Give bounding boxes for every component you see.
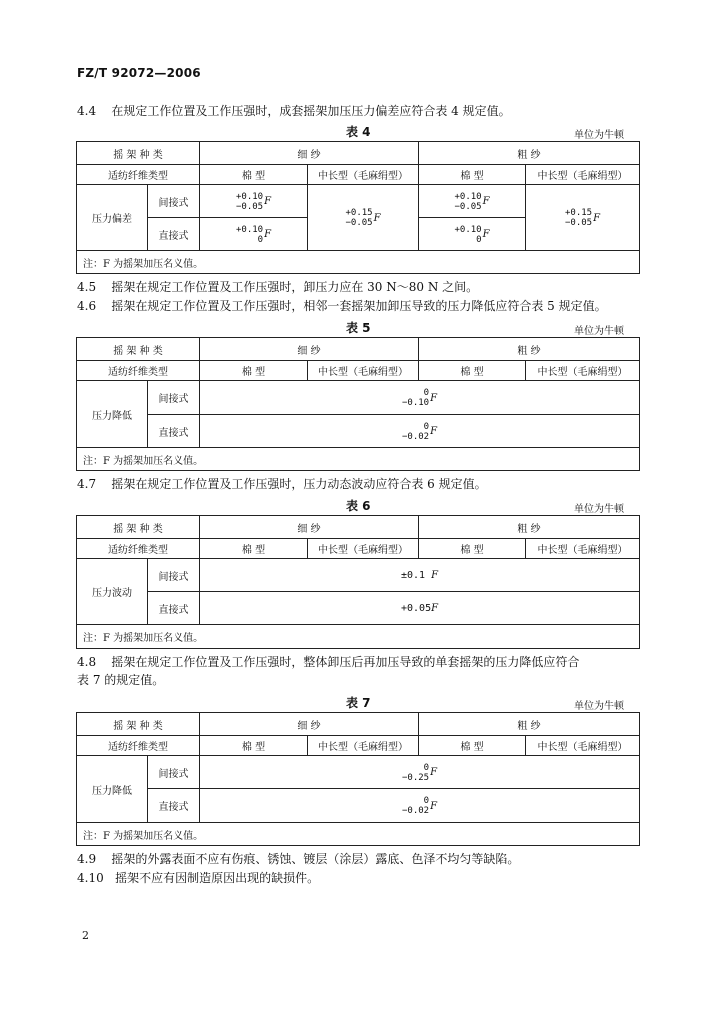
- row-direct: 直接式: [148, 415, 200, 448]
- table-4-caption: 表 4: [346, 125, 371, 139]
- upper-tolerance: +0.10: [235, 191, 264, 202]
- clause-number: 4.10: [77, 871, 104, 885]
- table-note: 注：F 为摇架加压名义值。: [77, 251, 640, 274]
- nominal-symbol: F: [430, 426, 438, 437]
- cell-value: [200, 592, 640, 625]
- clause-4-10: [77, 871, 319, 886]
- header-coarse-yarn: 粗 纱: [419, 713, 640, 736]
- tolerance: ±0.1: [400, 569, 426, 581]
- col-coarse-medium-long: 中长型（毛麻绢型）: [526, 539, 640, 559]
- col-fine-medium-long: 中长型（毛麻绢型）: [308, 539, 419, 559]
- nominal-symbol: F: [264, 196, 272, 207]
- header-fiber: 适纺纤维类型: [77, 736, 200, 756]
- header-fine-yarn: 细 纱: [200, 338, 419, 361]
- table-note: 注：F 为摇架加压名义值。: [77, 448, 640, 471]
- col-fine-cotton: 棉 型: [200, 539, 308, 559]
- col-fine-cotton: 棉 型: [200, 736, 308, 756]
- col-fine-cotton: 棉 型: [200, 361, 308, 381]
- clause-4-7: [77, 477, 487, 492]
- table-7-unit: 单位为牛顿: [574, 701, 624, 712]
- col-coarse-cotton: 棉 型: [419, 539, 526, 559]
- col-coarse-medium-long: 中长型（毛麻绢型）: [526, 165, 640, 185]
- cell-value: [200, 415, 640, 448]
- table-note: 注：F 为摇架加压名义值。: [77, 625, 640, 649]
- clause-number: 4.6: [77, 299, 97, 313]
- lower-tolerance: −0.05: [564, 218, 593, 228]
- clause-4-6: [77, 299, 607, 314]
- lower-tolerance: −0.25: [401, 772, 430, 783]
- cell-value: [419, 218, 526, 251]
- nominal-symbol: F: [430, 800, 438, 812]
- clause-number: 4.9: [77, 852, 97, 866]
- clause-4-8: [77, 655, 579, 670]
- table-note: 注：F 为摇架加压名义值。: [77, 823, 640, 846]
- nominal-symbol: F: [264, 229, 272, 240]
- clause-text: 在规定工作位置及工作压强时，成套摇架加压压力偏差应符合表 4 规定值。: [111, 104, 511, 118]
- col-coarse-cotton: 棉 型: [419, 165, 526, 185]
- cell-value: [200, 559, 640, 592]
- upper-tolerance: +0.10: [454, 224, 482, 235]
- table-5-caption: 表 5: [346, 321, 371, 335]
- header-fine-yarn: 细 纱: [200, 142, 419, 165]
- header-coarse-yarn: 粗 纱: [419, 516, 640, 539]
- row-direct: 直接式: [148, 789, 200, 823]
- nominal-symbol: F: [430, 767, 438, 778]
- header-type: 摇 架 种 类: [77, 713, 200, 736]
- cell-value: [200, 218, 308, 251]
- cell-value: [200, 381, 640, 415]
- table-4-unit: 单位为牛顿: [574, 130, 624, 141]
- row-indirect: 间接式: [148, 185, 200, 218]
- row-direct: 直接式: [148, 592, 200, 625]
- page-number: 2: [82, 929, 89, 942]
- header-coarse-yarn: 粗 纱: [419, 142, 640, 165]
- upper-tolerance: +0.10: [235, 224, 264, 235]
- col-fine-cotton: 棉 型: [200, 165, 308, 185]
- nominal-symbol: F: [430, 392, 438, 404]
- lower-tolerance: 0: [476, 234, 482, 245]
- col-coarse-medium-long: 中长型（毛麻绢型）: [526, 736, 640, 756]
- cell-value: [200, 789, 640, 823]
- header-fine-yarn: 细 纱: [200, 713, 419, 736]
- lower-tolerance: −0.05: [235, 201, 264, 212]
- lower-tolerance: −0.05: [454, 201, 482, 212]
- nominal-symbol: F: [431, 569, 439, 581]
- table-6: [76, 515, 640, 649]
- row-param: 压力降低: [77, 756, 148, 823]
- clause-number: 4.5: [77, 280, 97, 294]
- cell-value: [308, 185, 419, 251]
- upper-tolerance: +0.15: [564, 208, 593, 218]
- clause-text: 摇架不应有因制造原因出现的缺损件。: [115, 871, 320, 885]
- nominal-symbol: F: [431, 602, 439, 614]
- header-type: 摇 架 种 类: [77, 338, 200, 361]
- clause-text: 摇架的外露表面不应有伤痕、锈蚀、镀层（涂层）露底、色泽不均匀等缺陷。: [111, 852, 520, 866]
- cell-value: [419, 185, 526, 218]
- header-type: 摇 架 种 类: [77, 142, 200, 165]
- clause-text: 摇架在规定工作位置及工作压强时，整体卸压后再加压导致的单套摇架的压力降低应符合: [111, 655, 580, 669]
- clause-4-5: [77, 280, 478, 295]
- nominal-symbol: F: [373, 212, 381, 224]
- upper-tolerance: 0: [423, 388, 430, 398]
- header-fine-yarn: 细 纱: [200, 516, 419, 539]
- nominal-symbol: F: [593, 212, 601, 224]
- upper-tolerance: 0: [423, 421, 430, 432]
- lower-tolerance: −0.10: [401, 398, 430, 408]
- col-coarse-cotton: 棉 型: [419, 361, 526, 381]
- standard-code: FZ/T 92072—2006: [77, 66, 201, 80]
- row-direct: 直接式: [148, 218, 200, 251]
- header-coarse-yarn: 粗 纱: [419, 338, 640, 361]
- tolerance: +0.05: [400, 602, 432, 614]
- clause-number: 4.8: [77, 655, 97, 669]
- clause-text: 摇架在规定工作位置及工作压强时，压力动态波动应符合表 6 规定值。: [111, 477, 487, 491]
- col-fine-medium-long: 中长型（毛麻绢型）: [308, 165, 419, 185]
- row-indirect: 间接式: [148, 756, 200, 789]
- header-fiber: 适纺纤维类型: [77, 539, 200, 559]
- lower-tolerance: −0.02: [401, 431, 430, 442]
- lower-tolerance: 0: [257, 234, 264, 245]
- row-indirect: 间接式: [148, 381, 200, 415]
- table-5-unit: 单位为牛顿: [574, 326, 624, 337]
- header-fiber: 适纺纤维类型: [77, 165, 200, 185]
- row-param: 压力偏差: [77, 185, 148, 251]
- cell-value: [200, 756, 640, 789]
- clause-number: 4.4: [77, 104, 97, 118]
- table-5: [76, 337, 640, 471]
- nominal-symbol: F: [482, 196, 490, 207]
- row-param: 压力降低: [77, 381, 148, 448]
- row-indirect: 间接式: [148, 559, 200, 592]
- table-4: [76, 141, 640, 274]
- clause-4-8-cont: 表 7 的规定值。: [77, 673, 165, 687]
- header-type: 摇 架 种 类: [77, 516, 200, 539]
- cell-value: [526, 185, 640, 251]
- table-7: [76, 712, 640, 846]
- col-fine-medium-long: 中长型（毛麻绢型）: [308, 736, 419, 756]
- col-coarse-cotton: 棉 型: [419, 736, 526, 756]
- row-param: 压力波动: [77, 559, 148, 625]
- upper-tolerance: +0.10: [454, 191, 482, 202]
- clause-4-4: [77, 104, 511, 119]
- clause-4-9: [77, 852, 519, 867]
- upper-tolerance: 0: [423, 762, 430, 773]
- col-coarse-medium-long: 中长型（毛麻绢型）: [526, 361, 640, 381]
- table-6-unit: 单位为牛顿: [574, 504, 624, 515]
- table-7-caption: 表 7: [346, 696, 371, 710]
- col-fine-medium-long: 中长型（毛麻绢型）: [308, 361, 419, 381]
- lower-tolerance: −0.02: [401, 806, 430, 816]
- clause-text: 摇架在规定工作位置及工作压强时，相邻一套摇架加卸压导致的压力降低应符合表 5 规定值。: [111, 299, 607, 313]
- upper-tolerance: 0: [423, 796, 430, 806]
- clause-text: 摇架在规定工作位置及工作压强时，卸压力应在 30 N～80 N 之间。: [111, 280, 479, 294]
- table-6-caption: 表 6: [346, 499, 371, 513]
- upper-tolerance: +0.15: [345, 208, 373, 218]
- header-fiber: 适纺纤维类型: [77, 361, 200, 381]
- nominal-symbol: F: [482, 229, 490, 240]
- cell-value: [200, 185, 308, 218]
- clause-number: 4.7: [77, 477, 97, 491]
- lower-tolerance: −0.05: [345, 218, 373, 228]
